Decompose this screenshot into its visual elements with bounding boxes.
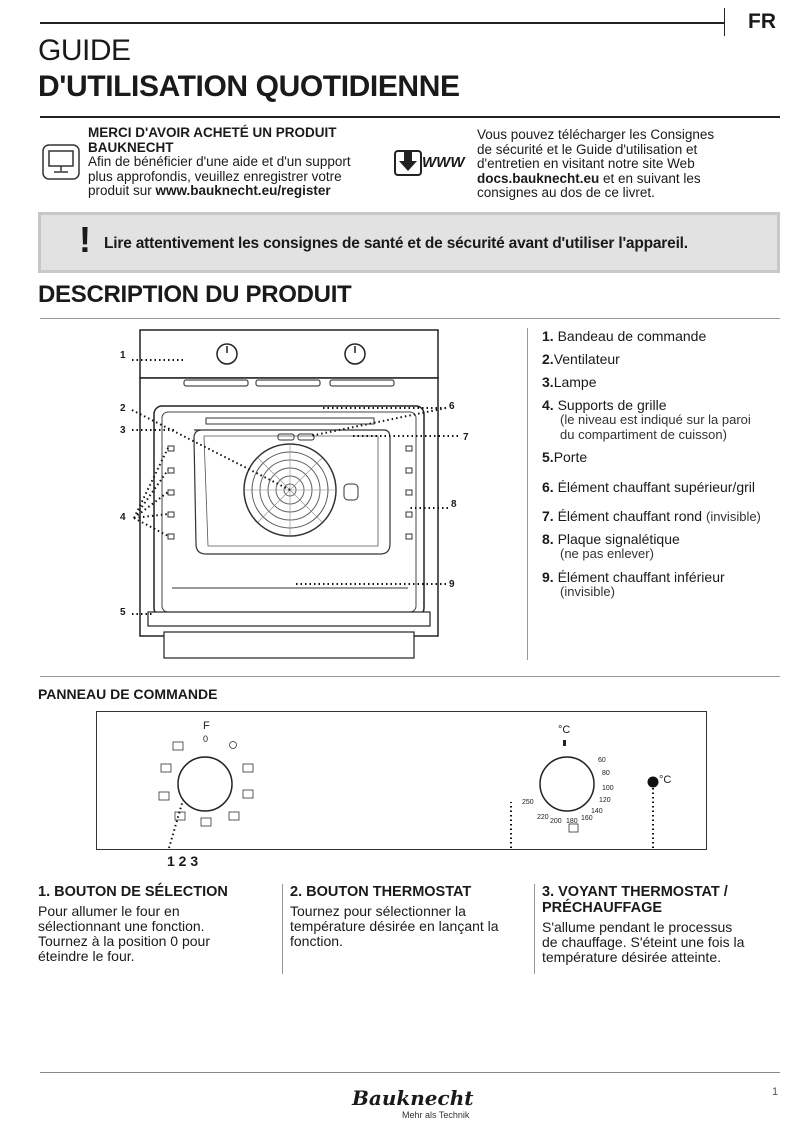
title-rule bbox=[40, 116, 780, 118]
temp-140: 140 bbox=[591, 808, 603, 815]
docs-link[interactable]: docs.bauknecht.eu bbox=[477, 170, 600, 186]
temp-220: 220 bbox=[537, 814, 549, 821]
header-tick bbox=[724, 8, 725, 36]
panel-heading: PANNEAU DE COMMANDE bbox=[38, 686, 218, 702]
column-line: température désirée atteinte. bbox=[542, 949, 721, 965]
column-line: Tournez pour sélectionner la bbox=[290, 903, 466, 919]
brand-logo: Bauknecht bbox=[352, 1086, 474, 1110]
legend-num: 1. bbox=[542, 328, 554, 344]
column-line: S'allume pendant le processus bbox=[542, 919, 733, 935]
callout-8: 8 bbox=[451, 499, 457, 510]
column-divider-1 bbox=[282, 884, 283, 974]
column-line: sélectionnant une fonction. bbox=[38, 918, 205, 934]
legend-num: 8. bbox=[542, 531, 554, 547]
temp-160: 160 bbox=[581, 815, 593, 822]
column-title: 2. BOUTON THERMOSTAT bbox=[290, 884, 472, 900]
legend-num: 3. bbox=[542, 374, 554, 390]
intro-right bbox=[477, 128, 777, 201]
column-title: 3. VOYANT THERMOSTAT / bbox=[542, 884, 728, 900]
legend-item-2 bbox=[542, 351, 620, 367]
intro-left bbox=[88, 126, 398, 199]
legend-label: Élément chauffant rond bbox=[553, 508, 706, 524]
temp-250: 250 bbox=[522, 799, 534, 806]
legend-label: Ventilateur bbox=[553, 351, 620, 367]
intro-left-line3 bbox=[88, 184, 398, 199]
legend-label: Plaque signalétique bbox=[553, 531, 680, 547]
selector-zero-label: 0 bbox=[203, 734, 209, 744]
monitor-icon bbox=[42, 144, 80, 180]
register-link[interactable]: www.bauknecht.eu/register bbox=[155, 183, 331, 198]
column-line: Pour allumer le four en bbox=[38, 903, 180, 919]
callout-5: 5 bbox=[120, 607, 126, 618]
temp-180: 180 bbox=[566, 818, 578, 825]
legend-num: 9. bbox=[542, 569, 554, 585]
panel-rule bbox=[40, 676, 780, 677]
legend-item-6 bbox=[542, 479, 755, 495]
legend-item-7 bbox=[542, 508, 761, 525]
temp-200: 200 bbox=[550, 818, 562, 825]
section-rule bbox=[40, 318, 780, 319]
page-title-line2: D'UTILISATION QUOTIDIENNE bbox=[38, 70, 460, 103]
panel-callout-numbers: 1 2 3 bbox=[167, 853, 199, 869]
intro-right-line3: d'entretien en visitant notre site Web bbox=[477, 156, 695, 171]
legend-num: 5. bbox=[542, 449, 554, 465]
temp-80: 80 bbox=[602, 770, 610, 777]
www-label: WWW bbox=[422, 154, 465, 171]
temp-60: 60 bbox=[598, 757, 606, 764]
intro-right-line5: consignes au dos de ce livret. bbox=[477, 185, 655, 200]
callout-7: 7 bbox=[463, 432, 469, 443]
exclamation-icon: ! bbox=[79, 219, 91, 260]
legend-item-3 bbox=[542, 374, 597, 390]
intro-right-line1: Vous pouvez télécharger les Consignes bbox=[477, 127, 715, 142]
legend-label: Bandeau de commande bbox=[553, 328, 707, 344]
column-divider-2 bbox=[534, 884, 535, 974]
intro-right-line2: de sécurité et le Guide d'utilisation et bbox=[477, 141, 698, 157]
product-heading: DESCRIPTION DU PRODUIT bbox=[38, 281, 352, 308]
column-indicator bbox=[542, 884, 782, 965]
callout-3: 3 bbox=[120, 425, 126, 436]
column-line: fonction. bbox=[290, 933, 343, 949]
oven-diagram bbox=[110, 326, 470, 666]
callout-4: 4 bbox=[120, 512, 126, 523]
legend-item-1 bbox=[542, 328, 706, 344]
header-rule bbox=[40, 22, 724, 24]
intro-right-line4 bbox=[477, 172, 777, 187]
control-panel-diagram bbox=[96, 711, 707, 850]
temp-100: 100 bbox=[602, 785, 614, 792]
page-title-line1: GUIDE bbox=[38, 34, 131, 67]
intro-left-line1: Afin de bénéficier d'une aide et d'un support bbox=[88, 154, 351, 169]
column-title-2: PRÉCHAUFFAGE bbox=[542, 900, 663, 916]
legend-item-8 bbox=[542, 531, 680, 547]
legend-sub-9: (invisible) bbox=[560, 584, 615, 599]
lamp-unit: °C bbox=[659, 774, 672, 786]
column-line: de chauffage. S'éteint une fois la bbox=[542, 934, 745, 950]
legend-num: 2. bbox=[542, 351, 554, 367]
callout-1: 1 bbox=[120, 350, 126, 361]
thermo-unit: °C bbox=[558, 724, 571, 736]
page-number: 1 bbox=[772, 1086, 779, 1098]
download-icon bbox=[394, 148, 422, 178]
column-line: éteindre le four. bbox=[38, 948, 135, 964]
legend-num: 7. bbox=[542, 508, 554, 524]
column-line: Tournez à la position 0 pour bbox=[38, 933, 210, 949]
callout-2: 2 bbox=[120, 403, 126, 414]
legend-item-4 bbox=[542, 397, 667, 413]
intro-left-heading2: BAUKNECHT bbox=[88, 139, 174, 155]
legend-sub-4a: (le niveau est indiqué sur la paroi bbox=[560, 412, 751, 427]
legend-item-9 bbox=[542, 569, 725, 585]
temp-120: 120 bbox=[599, 797, 611, 804]
callout-9: 9 bbox=[449, 579, 455, 590]
warning-text: Lire attentivement les consignes de santé et de sécurité avant d'utiliser l'appareil. bbox=[104, 235, 688, 252]
column-title: 1. BOUTON DE SÉLECTION bbox=[38, 884, 228, 900]
selector-f-label: F bbox=[203, 720, 210, 732]
legend-label: Supports de grille bbox=[553, 397, 667, 413]
intro-left-heading1: MERCI D'AVOIR ACHETÉ UN PRODUIT bbox=[88, 125, 337, 140]
column-line: température désirée en lançant la bbox=[290, 918, 499, 934]
legend-num: 6. bbox=[542, 479, 554, 495]
legend-divider bbox=[527, 328, 528, 660]
callout-6: 6 bbox=[449, 401, 455, 412]
legend-sub-4b: du compartiment de cuisson) bbox=[560, 427, 727, 442]
intro-left-line3-prefix: produit sur bbox=[88, 183, 156, 198]
legend-extra: (invisible) bbox=[705, 509, 761, 524]
legend-num: 4. bbox=[542, 397, 554, 413]
legend-label: Lampe bbox=[553, 374, 597, 390]
brand-tagline: Mehr als Technik bbox=[402, 1110, 470, 1120]
column-thermostat bbox=[290, 884, 530, 949]
legend-sub-8: (ne pas enlever) bbox=[560, 546, 654, 561]
intro-left-line2: plus approfondis, veuillez enregistrer votre bbox=[88, 168, 342, 184]
legend-label: Porte bbox=[553, 449, 588, 465]
column-selector bbox=[38, 884, 278, 964]
intro-right-line4-suffix: et en suivant les bbox=[599, 170, 701, 186]
footer-rule bbox=[40, 1072, 780, 1073]
legend-label: Élément chauffant supérieur/gril bbox=[553, 479, 755, 495]
language-code: FR bbox=[748, 10, 776, 33]
legend-label: Élément chauffant inférieur bbox=[553, 569, 725, 585]
legend-item-5 bbox=[542, 449, 587, 465]
